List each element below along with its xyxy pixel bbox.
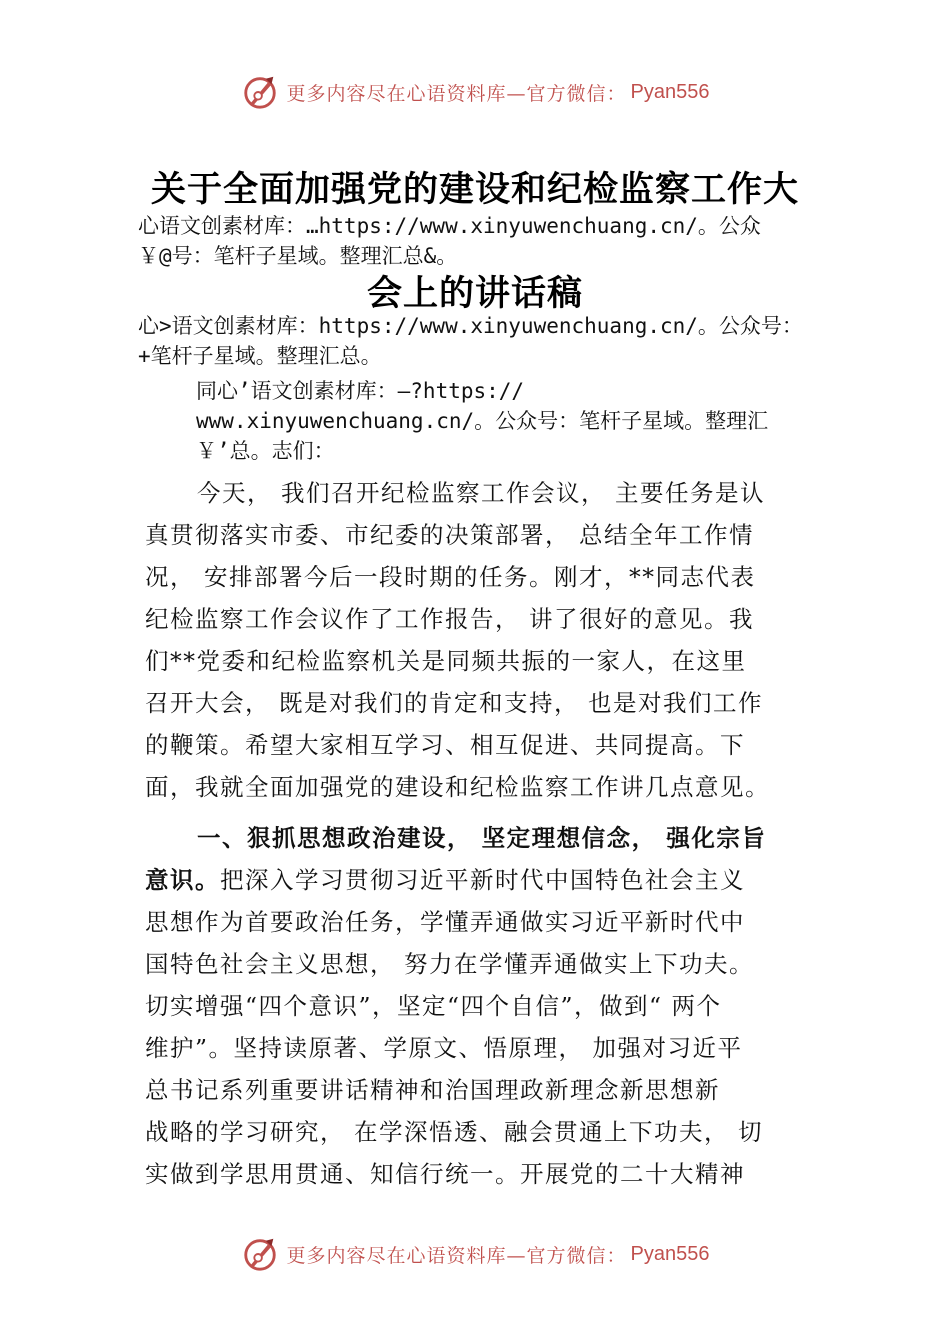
- watermark-line: ￥@号：笔杆子星域。整理汇总&。: [138, 244, 458, 268]
- watermark-line: ￥’总。志们：: [196, 439, 335, 463]
- watermark-line: 心语文创素材库：…https://www.xinyuwenchuang.cn/。公众: [138, 214, 761, 238]
- watermark-line: +笔杆子星域。整理汇总。: [138, 344, 382, 368]
- section-1-heading-end: 意识。: [145, 866, 220, 894]
- header-wechat-id: Pyan556: [630, 80, 710, 103]
- pen-logo-icon: [241, 73, 279, 111]
- footer-wechat-id: Pyan556: [630, 1242, 710, 1265]
- header-banner: [0, 70, 950, 114]
- section-1-heading: 一、狠抓思想政治建设， 坚定理想信念， 强化宗旨: [197, 824, 767, 852]
- watermark-block-2: [138, 311, 803, 371]
- watermark-line: 心>语文创素材库：https://www.xinyuwenchuang.cn/。公众号：: [138, 314, 803, 338]
- paragraph-line: 们**党委和纪检监察机关是同频共振的一家人，在这里: [145, 647, 747, 675]
- footer-slogan: 更多内容尽在心语资料库—官方微信：: [286, 1244, 627, 1267]
- document-title-line1: 关于全面加强党的建设和纪检监察工作大: [150, 170, 799, 210]
- paragraph-line: 战略的学习研究， 在学深悟透、融会贯通上下功夫， 切: [145, 1118, 763, 1146]
- watermark-block-3: [196, 376, 768, 466]
- paragraph-line: [145, 859, 766, 901]
- paragraph-line: 的鞭策。希望大家相互学习、相互促进、共同提高。下: [145, 731, 745, 759]
- header-slogan: 更多内容尽在心语资料库—官方微信：: [286, 82, 627, 105]
- paragraph-intro: [145, 472, 770, 808]
- paragraph-line: 思想作为首要政治任务，学懂弄通做实习近平新时代中: [145, 908, 745, 936]
- pen-logo-icon: [241, 1235, 279, 1273]
- paragraph-line: 真贯彻落实市委、市纪委的决策部署， 总结全年工作情: [145, 521, 754, 549]
- paragraph-line: 况， 安排部署今后一段时期的任务。刚才，**同志代表: [145, 563, 756, 591]
- paragraph-line: 切实增强“四个意识”，坚定“四个自信”，做到“ 两个: [145, 992, 722, 1020]
- paragraph-line: 纪检监察工作会议作了工作报告， 讲了很好的意见。我: [145, 605, 754, 633]
- document-title-line2: 会上的讲话稿: [366, 274, 583, 314]
- paragraph-line: 今天， 我们召开纪检监察工作会议， 主要任务是认: [197, 479, 765, 507]
- section-1-body-start: 把深入学习贯彻习近平新时代中国特色社会主义: [220, 866, 745, 894]
- paragraph-line: 实做到学思用贯通、知信行统一。开展党的二十大精神: [145, 1160, 745, 1188]
- paragraph-line: 面，我就全面加强党的建设和纪检监察工作讲几点意见。: [145, 773, 770, 801]
- watermark-block-1: [138, 211, 761, 271]
- section-1: [145, 817, 766, 1195]
- watermark-line: 同心’语文创素材库：—?https://: [196, 379, 525, 403]
- watermark-line: www.xinyuwenchuang.cn/。公众号：笔杆子星域。整理汇: [196, 409, 769, 433]
- footer-banner: [0, 1232, 950, 1276]
- paragraph-line: 维护”。坚持读原著、学原文、悟原理， 加强对习近平: [145, 1034, 743, 1062]
- paragraph-line: 召开大会， 既是对我们的肯定和支持， 也是对我们工作: [145, 689, 763, 717]
- paragraph-line: 国特色社会主义思想， 努力在学懂弄通做实上下功夫。: [145, 950, 754, 978]
- paragraph-line: 总书记系列重要讲话精神和治国理政新理念新思想新: [145, 1076, 720, 1104]
